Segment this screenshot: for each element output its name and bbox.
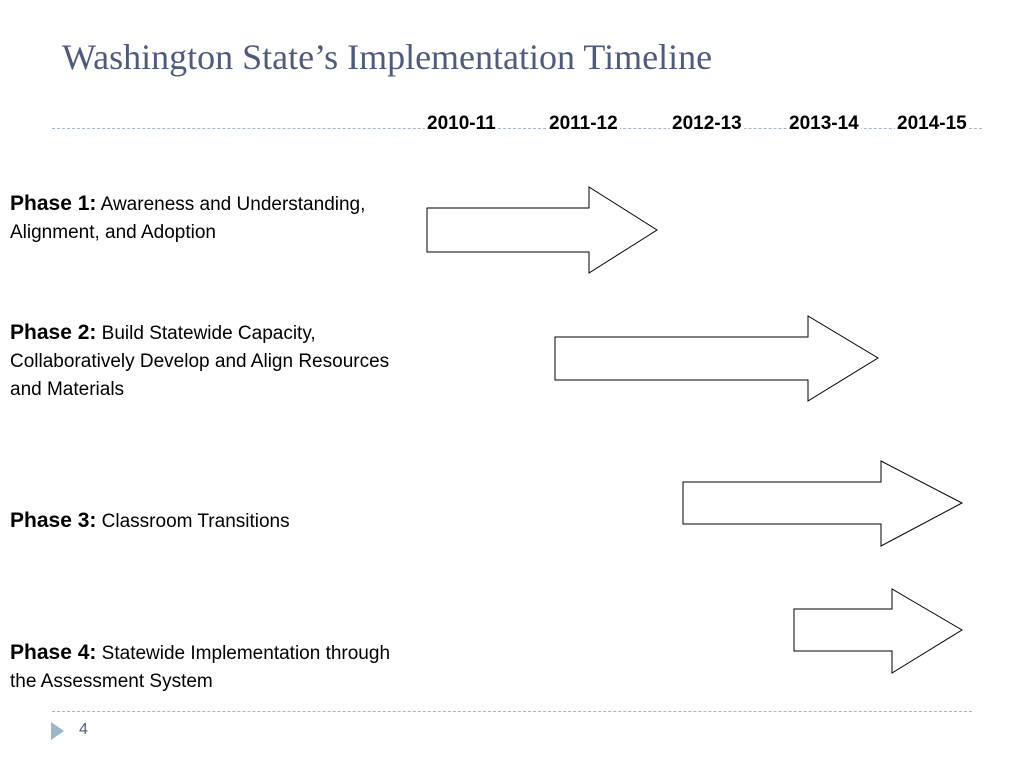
phase-name: Phase 2: — [10, 321, 97, 344]
phase-description: Awareness and Understanding, Alignment, and Adoption — [10, 194, 366, 243]
phase-name: Phase 3: — [10, 509, 97, 532]
phase-4-arrow — [794, 589, 962, 673]
phase-1-arrow — [427, 187, 657, 273]
year-label: 2011-12 — [549, 113, 618, 134]
phase-2-arrow — [555, 316, 878, 401]
phase-3-arrow — [683, 461, 962, 546]
phase-description: Build Statewide Capacity, Collaboratively Develop and Align Resources and Materials — [10, 323, 390, 400]
year-label: 2012-13 — [672, 113, 742, 134]
footer-divider — [52, 711, 972, 712]
page-number: 4 — [79, 721, 88, 738]
triangle-bullet-icon — [51, 722, 64, 740]
phase-name: Phase 1: — [10, 192, 97, 215]
year-label: 2014-15 — [897, 113, 967, 134]
phase-name: Phase 4: — [10, 641, 97, 664]
page-title: Washington State’s Implementation Timeline — [62, 37, 713, 77]
phase-description: Statewide Implementation through the Assessment System — [10, 643, 391, 692]
year-label: 2013-14 — [789, 113, 859, 134]
phase-description: Classroom Transitions — [101, 511, 290, 532]
year-label: 2010-11 — [427, 113, 496, 134]
